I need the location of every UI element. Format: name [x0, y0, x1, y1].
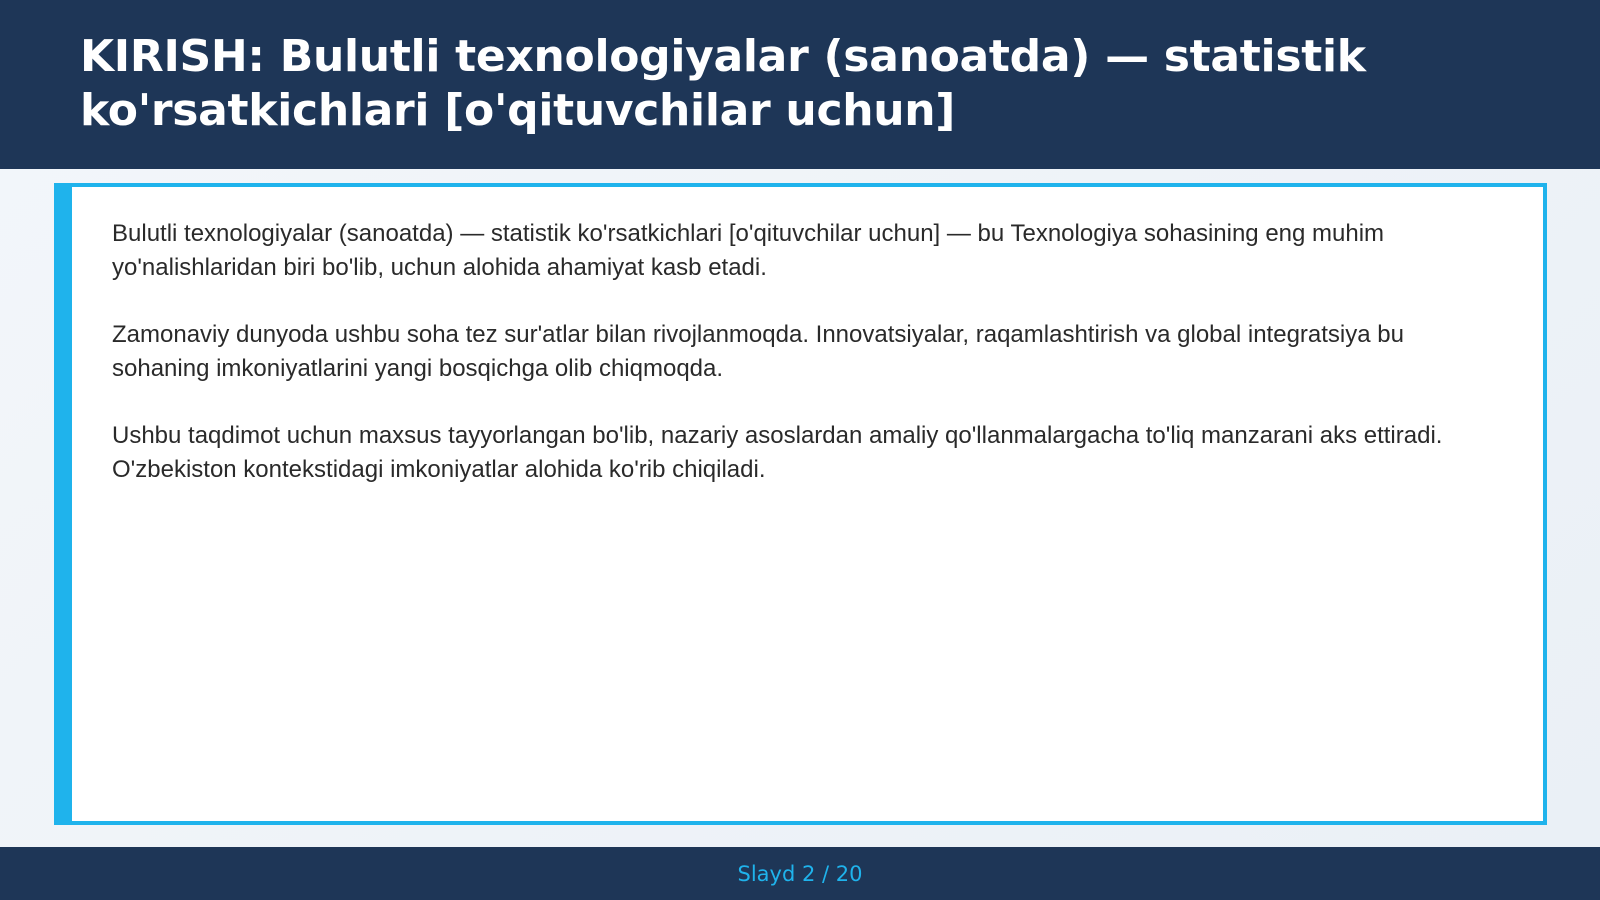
modern-world-paragraph: Zamonaviy dunyoda ushbu soha tez sur'atlar bilan rivojlanmoqda. Innovatsiyalar, raqamlashtirish va global integratsiya bu sohaning imkoniyatlarini yangi bosqichga olib chiqmoqda. [112, 321, 1404, 382]
presentation-paragraph: Ushbu taqdimot uchun maxsus tayyorlangan bo'lib, nazariy asoslardan amaliy qo'llanmalargacha to'liq manzarani aks ettiradi. O'zbekiston kontekstidagi imkoniyatlar alohida ko'rib chiqiladi. [112, 422, 1443, 483]
content-box [54, 183, 1547, 825]
slide-header [0, 0, 1600, 169]
intro-paragraph: Bulutli texnologiyalar (sanoatda) — statistik ko'rsatkichlari [o'qituvchilar uchun] — bu Texnologiya sohasining eng muhim yo'nalishlaridan biri bo'lib, uchun alohida ahamiyat kasb etadi. [112, 220, 1385, 281]
slide-number: Slayd 2 / 20 [737, 861, 863, 886]
slide-title: KIRISH: Bulutli texnologiyalar (sanoatda) — statistik ko'rsatkichlari [o'qituvchilar uchun] [80, 31, 1366, 136]
slide-footer [0, 847, 1600, 900]
